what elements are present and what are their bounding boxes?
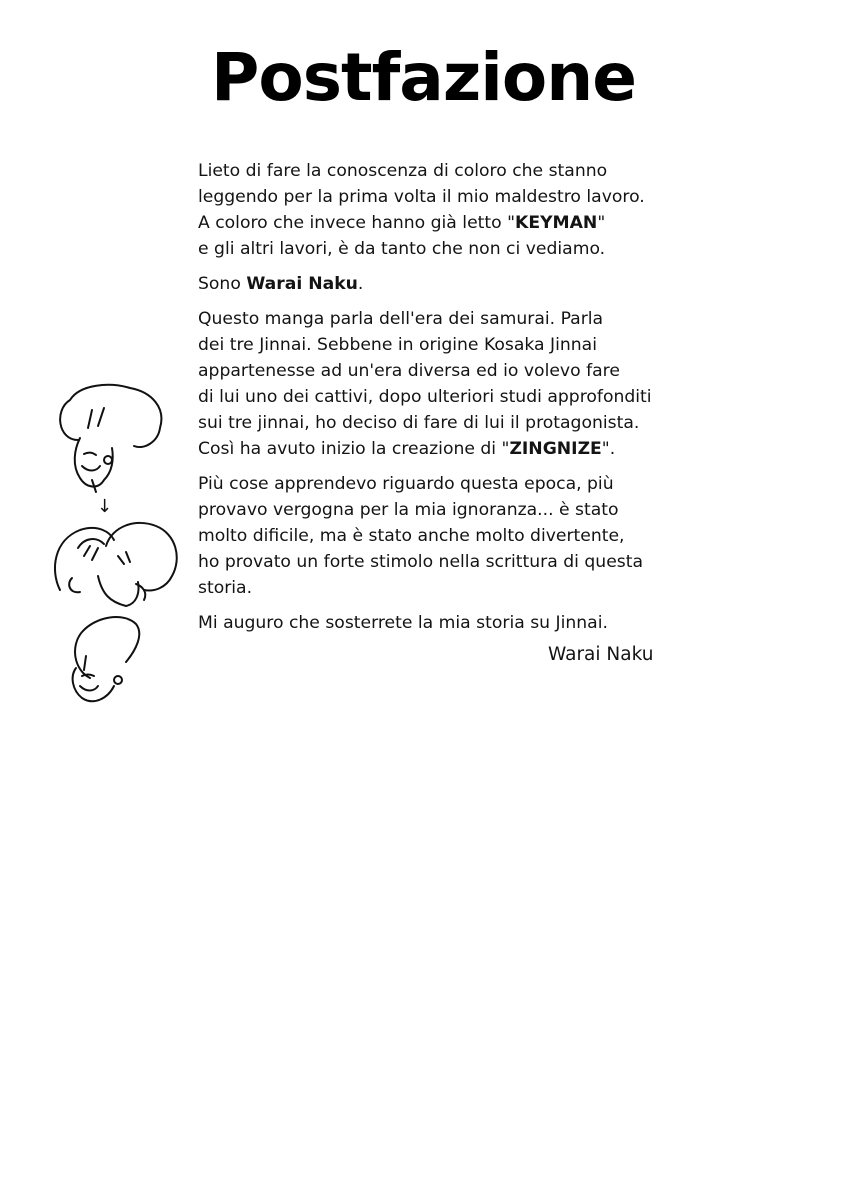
paragraph	[198, 306, 678, 462]
bold-text: Warai Naku	[246, 274, 358, 294]
text-line	[198, 271, 678, 297]
text-segment: Mi auguro che sosterrete la mia storia su Jinnai.	[198, 613, 608, 633]
bold-text: ZINGNIZE	[509, 439, 602, 459]
text-line	[198, 410, 678, 436]
text-line	[198, 358, 678, 384]
text-segment: Più cose apprendevo riguardo questa epoca, più	[198, 474, 614, 494]
text-line	[198, 549, 678, 575]
text-segment: Lieto di fare la conoscenza di coloro che stanno	[198, 161, 608, 181]
text-segment: .	[357, 274, 364, 294]
author-signature: Warai Naku	[548, 644, 654, 665]
text-line	[198, 575, 678, 601]
text-segment: leggendo per la prima volta il mio maldestro lavoro.	[198, 187, 645, 207]
text-line	[198, 471, 678, 497]
afro-head-drawing-icon	[60, 385, 161, 492]
text-line	[198, 184, 678, 210]
text-line	[198, 158, 678, 184]
text-segment: e gli altri lavori, è da tanto che non ci vediamo.	[198, 239, 606, 259]
text-segment: provavo vergogna per la mia ignoranza... è stato	[198, 500, 619, 520]
text-line	[198, 384, 678, 410]
text-segment: molto dificile, ma è stato anche molto divertente,	[198, 526, 625, 546]
text-line	[198, 210, 678, 236]
text-segment: "	[597, 213, 606, 233]
bald-head-drawing-icon	[73, 617, 140, 701]
text-segment: storia.	[198, 578, 253, 598]
text-line	[198, 523, 678, 549]
text-line	[198, 306, 678, 332]
text-segment: dei tre Jinnai. Sebbene in origine Kosaka Jinnai	[198, 335, 597, 355]
text-segment: sui tre jinnai, ho deciso di fare di lui il protagonista.	[198, 413, 640, 433]
text-segment: di lui uno dei cattivi, dopo ulteriori studi approfonditi	[198, 387, 652, 407]
text-segment: Questo manga parla dell'era dei samurai. Parla	[198, 309, 604, 329]
page-title: Postfazione	[211, 39, 636, 116]
paragraph	[198, 158, 678, 262]
text-line	[198, 332, 678, 358]
svg-text:↓: ↓	[97, 496, 113, 517]
text-segment: Così ha avuto inizio la creazione di "	[198, 439, 510, 459]
text-segment: Sono	[198, 274, 247, 294]
text-segment: ".	[601, 439, 616, 459]
afterword-body	[198, 158, 678, 645]
text-line	[198, 236, 678, 262]
text-segment: appartenesse ad un'era diversa ed io volevo fare	[198, 361, 620, 381]
paragraph	[198, 610, 678, 636]
text-line	[198, 497, 678, 523]
hair-cut-drawing-icon	[55, 523, 177, 606]
paragraph	[198, 271, 678, 297]
text-segment: A coloro che invece hanno già letto "	[198, 213, 516, 233]
arrow-down-icon	[97, 496, 112, 517]
head-transformation-illustration	[40, 380, 190, 710]
bold-text: KEYMAN	[515, 213, 598, 233]
paragraph	[198, 471, 678, 601]
text-segment: ho provato un forte stimolo nella scrittura di questa	[198, 552, 643, 572]
text-line	[198, 436, 678, 462]
text-line	[198, 610, 678, 636]
